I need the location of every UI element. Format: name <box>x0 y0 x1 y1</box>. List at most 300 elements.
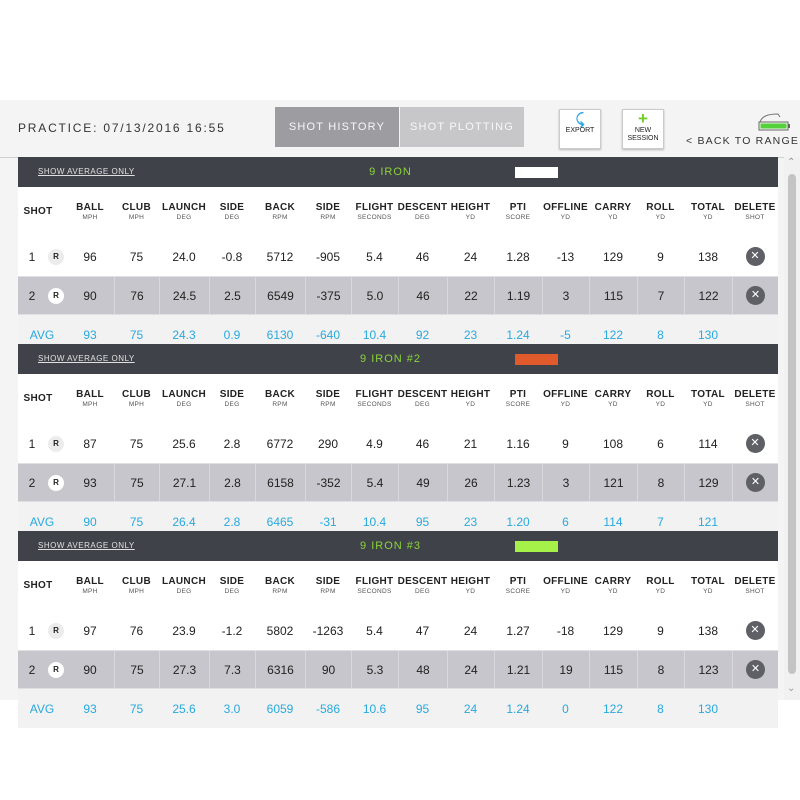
column-header <box>305 187 351 237</box>
shot-value: 1.28 <box>506 249 530 264</box>
average-label: AVG <box>29 327 55 342</box>
column-header-label: LAUNCH <box>161 201 207 213</box>
shot-value: 76 <box>114 277 159 314</box>
average-value: -5 <box>560 327 571 342</box>
column-header <box>18 187 58 237</box>
column-header-unit: DEG <box>176 400 192 408</box>
column-header-unit: SECONDS <box>357 587 392 595</box>
shot-value: 7.3 <box>209 651 255 688</box>
average-value: 10.4 <box>362 327 387 342</box>
shot-value: 46 <box>415 436 430 451</box>
column-header <box>18 561 58 611</box>
column-header <box>589 187 637 237</box>
scrollbar-thumb[interactable] <box>788 174 796 674</box>
delete-shot-cell <box>732 611 778 650</box>
practice-title: PRACTICE: 07/13/2016 16:55 <box>18 121 226 135</box>
column-header <box>447 187 494 237</box>
show-average-only-link[interactable]: SHOW AVERAGE ONLY <box>38 167 135 176</box>
show-average-only-link[interactable]: SHOW AVERAGE ONLY <box>38 354 135 363</box>
column-header-label: CARRY <box>594 388 632 400</box>
average-value: 1.20 <box>506 514 530 529</box>
column-header-label: ROLL <box>646 575 675 587</box>
column-header-label: LAUNCH <box>161 388 207 400</box>
shot-value: 93 <box>83 475 97 490</box>
column-header-unit: YD <box>560 587 571 595</box>
shot-value: 9 <box>657 249 664 264</box>
shot-value: 27.1 <box>159 464 209 501</box>
shot-value: 115 <box>589 277 637 314</box>
column-header-label: BACK <box>264 388 296 400</box>
column-header-label: DELETE <box>734 388 776 400</box>
shot-value: 23.9 <box>172 623 196 638</box>
back-to-range-link[interactable]: < BACK TO RANGE <box>686 135 800 147</box>
delete-shot-button[interactable]: ✕ <box>746 434 765 453</box>
new-session-button[interactable] <box>622 109 664 149</box>
shot-value: 5.4 <box>366 623 383 638</box>
column-header-label: DELETE <box>734 575 776 587</box>
shot-value: 129 <box>602 249 624 264</box>
shot-value: 49 <box>398 464 447 501</box>
average-value: 25.6 <box>172 701 196 716</box>
shot-value: 19 <box>542 651 589 688</box>
column-header <box>494 561 542 611</box>
shot-value: 6316 <box>255 651 305 688</box>
column-header-unit: SCORE <box>505 400 531 408</box>
shot-value: 24 <box>447 651 494 688</box>
average-value: 10.6 <box>362 701 387 716</box>
average-value: 121 <box>697 514 719 529</box>
shot-value: 5802 <box>266 623 294 638</box>
shot-value: 2.8 <box>223 436 241 451</box>
tab-shot-plotting[interactable]: SHOT PLOTTING <box>400 107 524 147</box>
club-section-bar <box>18 344 778 374</box>
column-header <box>66 561 114 611</box>
column-header-label: BACK <box>264 575 296 587</box>
golf-cart-battery-icon <box>756 113 792 131</box>
column-header-label: DELETE <box>734 201 776 213</box>
shot-value: 138 <box>697 623 719 638</box>
column-header <box>732 187 778 237</box>
shot-number: 1 <box>28 623 36 638</box>
column-header-label: CLUB <box>122 575 151 587</box>
average-value: 8 <box>657 327 664 342</box>
column-header-unit: YD <box>655 213 666 221</box>
export-label: EXPORT <box>565 127 595 134</box>
average-value: 130 <box>697 701 719 716</box>
shot-value: 1.27 <box>506 623 530 638</box>
average-value: 24 <box>463 701 478 716</box>
column-header-unit: YD <box>703 400 713 408</box>
club-color-swatch[interactable] <box>515 167 558 178</box>
shot-number: 2 <box>28 475 36 490</box>
shot-value: 129 <box>684 464 732 501</box>
shot-value: 6158 <box>255 464 305 501</box>
column-header-label: TOTAL <box>691 575 725 587</box>
scroll-up-icon[interactable]: ⌃ <box>787 157 796 168</box>
table-header-row <box>18 561 778 611</box>
column-header-unit: YD <box>465 213 476 221</box>
club-section <box>18 344 778 541</box>
column-header-label: BALL <box>76 575 104 587</box>
column-header <box>447 561 494 611</box>
average-value: 1.24 <box>506 327 530 342</box>
shot-row[interactable] <box>18 463 778 502</box>
column-header-label: PTI <box>509 201 527 213</box>
shot-number: 1 <box>28 249 36 264</box>
shot-value: 26 <box>447 464 494 501</box>
column-header <box>66 187 114 237</box>
shot-value: -375 <box>305 277 351 314</box>
average-value: 8 <box>657 701 664 716</box>
delete-shot-button[interactable]: ✕ <box>746 247 765 266</box>
column-header-unit: SHOT <box>745 213 765 221</box>
column-header <box>589 374 637 424</box>
shot-value: 97 <box>83 623 97 638</box>
scroll-down-icon[interactable]: ⌄ <box>787 683 796 694</box>
shot-number: 1 <box>28 436 36 451</box>
delete-shot-button[interactable]: ✕ <box>746 621 765 640</box>
column-header <box>542 561 589 611</box>
shot-value: -13 <box>556 249 575 264</box>
average-value: 93 <box>83 327 97 342</box>
shot-value: 24 <box>463 249 478 264</box>
average-value: -586 <box>315 701 341 716</box>
delete-shot-cell <box>732 651 778 688</box>
column-header <box>684 187 732 237</box>
column-header-unit: SHOT <box>745 587 765 595</box>
column-header-unit: MPH <box>82 213 98 221</box>
average-value: 0.9 <box>223 327 241 342</box>
club-color-swatch[interactable] <box>515 541 558 552</box>
column-header <box>398 561 447 611</box>
shot-value: 24 <box>463 623 478 638</box>
shot-value: 1.19 <box>494 277 542 314</box>
average-value: 7 <box>657 514 664 529</box>
shot-value: 121 <box>589 464 637 501</box>
shot-value: 114 <box>698 436 718 451</box>
column-header-label: OFFLINE <box>543 388 588 400</box>
average-value: 2.8 <box>223 514 241 529</box>
column-header-label: FLIGHT <box>355 388 394 400</box>
column-header-label: SIDE <box>315 201 341 213</box>
shot-value: 5.0 <box>351 277 398 314</box>
shot-value: -905 <box>315 249 341 264</box>
shot-value: -18 <box>556 623 575 638</box>
average-row <box>18 689 778 728</box>
column-header <box>494 374 542 424</box>
shot-value: 90 <box>83 288 97 303</box>
shot-value: 2.5 <box>209 277 255 314</box>
club-color-swatch[interactable] <box>515 354 558 365</box>
shot-value: 2.8 <box>209 464 255 501</box>
column-header-label: SIDE <box>219 201 245 213</box>
new-session-label-1: NEW <box>634 127 652 134</box>
column-header-label: SIDE <box>315 575 341 587</box>
column-header-unit: YD <box>465 587 476 595</box>
shot-value: 96 <box>83 249 97 264</box>
shot-value: -0.8 <box>221 249 243 264</box>
column-header-label: TOTAL <box>691 388 725 400</box>
shot-row[interactable] <box>18 424 778 463</box>
column-header-label: FLIGHT <box>355 201 394 213</box>
column-header-unit: DEG <box>415 213 430 221</box>
column-header-label: DESCENT <box>397 575 448 587</box>
shot-value: 108 <box>602 436 624 451</box>
new-session-label-2: SESSION <box>627 135 659 142</box>
shot-value: 1.16 <box>506 436 530 451</box>
column-header <box>542 187 589 237</box>
handedness-badge: R <box>48 288 64 304</box>
column-header <box>209 561 255 611</box>
column-header-unit: MPH <box>82 587 98 595</box>
column-header-unit: YD <box>560 400 571 408</box>
shot-value: 21 <box>463 436 478 451</box>
column-header <box>159 374 209 424</box>
column-header-label: BACK <box>264 201 296 213</box>
column-header-unit: YD <box>560 213 571 221</box>
average-value: 6059 <box>266 701 294 716</box>
shot-table-area <box>0 157 783 716</box>
average-value: 92 <box>415 327 430 342</box>
column-header <box>305 561 351 611</box>
column-header-label: HEIGHT <box>450 575 491 587</box>
average-value: 122 <box>602 701 624 716</box>
shot-value: 75 <box>129 249 144 264</box>
shot-value: 6 <box>657 436 664 451</box>
column-header-unit: YD <box>655 587 666 595</box>
delete-shot-cell <box>732 237 778 276</box>
average-value: 93 <box>83 701 97 716</box>
column-header-label: OFFLINE <box>543 201 588 213</box>
average-value: 23 <box>463 514 478 529</box>
column-header <box>209 374 255 424</box>
average-value: 95 <box>415 701 430 716</box>
column-header-unit: RPM <box>320 213 336 221</box>
average-value: 0 <box>562 701 569 716</box>
shot-value: 4.9 <box>366 436 383 451</box>
shot-value: 87 <box>83 436 97 451</box>
column-header <box>447 374 494 424</box>
column-header-unit: SCORE <box>505 587 531 595</box>
column-header <box>637 561 684 611</box>
column-header-label: BALL <box>76 201 104 213</box>
shot-value: 5712 <box>266 249 294 264</box>
shot-row[interactable] <box>18 237 778 276</box>
handedness-badge: R <box>48 436 64 452</box>
column-header <box>66 374 114 424</box>
export-button[interactable] <box>559 109 601 149</box>
column-header-unit: SECONDS <box>357 400 392 408</box>
shot-value: 46 <box>415 249 430 264</box>
delete-shot-cell <box>732 464 778 501</box>
shot-value: 48 <box>398 651 447 688</box>
plus-icon: + <box>638 109 648 128</box>
column-header-label: CLUB <box>122 388 151 400</box>
shot-value: 76 <box>129 623 144 638</box>
shot-row[interactable] <box>18 650 778 689</box>
column-header-label: FLIGHT <box>355 575 394 587</box>
column-header-label: PTI <box>509 388 527 400</box>
column-header-label: ROLL <box>646 388 675 400</box>
column-header-label: SHOT <box>23 580 53 591</box>
column-header-label: SIDE <box>315 388 341 400</box>
column-header <box>351 374 398 424</box>
column-header-label: SHOT <box>23 393 53 404</box>
column-header <box>684 561 732 611</box>
column-header-label: CARRY <box>594 575 632 587</box>
tab-shot-history[interactable]: SHOT HISTORY <box>275 107 399 147</box>
club-section <box>18 157 778 354</box>
club-name: 9 IRON <box>369 166 412 178</box>
column-header-unit: DEG <box>176 587 192 595</box>
average-value: 6465 <box>266 514 294 529</box>
column-header-unit: RPM <box>320 587 336 595</box>
column-header-label: SIDE <box>219 388 245 400</box>
column-header-unit: MPH <box>128 400 145 408</box>
column-header <box>114 561 159 611</box>
column-header-label: HEIGHT <box>450 388 491 400</box>
shot-number: 2 <box>28 662 36 677</box>
column-header <box>159 187 209 237</box>
column-header-label: OFFLINE <box>543 575 588 587</box>
shot-value: 290 <box>317 436 339 451</box>
column-header <box>542 374 589 424</box>
column-header <box>255 561 305 611</box>
shot-value: 115 <box>589 651 637 688</box>
shot-value: 7 <box>637 277 684 314</box>
column-header-unit: MPH <box>128 213 145 221</box>
column-header <box>114 187 159 237</box>
table-header-row <box>18 187 778 237</box>
handedness-badge: R <box>48 623 64 639</box>
shot-value: 9 <box>562 436 569 451</box>
column-header-unit: MPH <box>82 400 98 408</box>
shot-value: 1.23 <box>494 464 542 501</box>
column-header-unit: SHOT <box>745 400 765 408</box>
shot-value: 90 <box>83 662 97 677</box>
column-header-label: TOTAL <box>691 201 725 213</box>
shot-value: 9 <box>657 623 664 638</box>
column-header <box>159 561 209 611</box>
column-header <box>398 187 447 237</box>
column-header-unit: DEG <box>224 213 240 221</box>
scrollbar[interactable] <box>784 157 800 700</box>
shot-number: 2 <box>28 288 36 303</box>
shot-value: 8 <box>637 651 684 688</box>
average-value: 6 <box>562 514 569 529</box>
column-header <box>351 561 398 611</box>
shot-value: 90 <box>305 651 351 688</box>
average-value: 75 <box>129 327 144 342</box>
column-header-unit: YD <box>703 213 713 221</box>
column-header-unit: DEG <box>415 587 430 595</box>
column-header-unit: RPM <box>272 213 288 221</box>
delete-shot-button[interactable]: ✕ <box>746 473 765 492</box>
average-label: AVG <box>29 514 55 529</box>
column-header <box>732 374 778 424</box>
column-header <box>732 561 778 611</box>
shot-value: 8 <box>637 464 684 501</box>
delete-shot-button[interactable]: ✕ <box>746 660 765 679</box>
delete-shot-cell <box>732 424 778 463</box>
column-header <box>494 187 542 237</box>
shot-value: 122 <box>684 277 732 314</box>
column-header-label: SHOT <box>23 206 53 217</box>
average-value: 26.4 <box>172 514 196 529</box>
table-header-row <box>18 374 778 424</box>
shot-value: 1.21 <box>494 651 542 688</box>
shot-value: -352 <box>305 464 351 501</box>
shot-value: 22 <box>447 277 494 314</box>
column-header-label: BALL <box>76 388 104 400</box>
shot-value: 25.6 <box>172 436 196 451</box>
average-value: 75 <box>129 701 144 716</box>
column-header-label: SIDE <box>219 575 245 587</box>
average-value: 95 <box>415 514 430 529</box>
column-header-label: DESCENT <box>397 201 448 213</box>
column-header <box>255 374 305 424</box>
column-header-unit: SCORE <box>505 213 531 221</box>
show-average-only-link[interactable]: SHOW AVERAGE ONLY <box>38 541 135 550</box>
column-header-unit: YD <box>608 587 618 595</box>
shot-value: 3 <box>542 277 589 314</box>
average-value: 1.24 <box>506 701 530 716</box>
handedness-badge: R <box>48 475 64 491</box>
column-header-unit: YD <box>703 587 713 595</box>
column-header <box>305 374 351 424</box>
shot-value: 5.4 <box>351 464 398 501</box>
average-value: 75 <box>129 514 144 529</box>
average-value: -31 <box>319 514 337 529</box>
shot-value: 24.5 <box>159 277 209 314</box>
column-header-unit: YD <box>465 400 476 408</box>
average-value: 90 <box>83 514 97 529</box>
shot-value: 6549 <box>255 277 305 314</box>
delete-shot-button[interactable]: ✕ <box>746 286 765 305</box>
column-header-unit: DEG <box>224 400 240 408</box>
shot-value: 123 <box>684 651 732 688</box>
column-header-label: LAUNCH <box>161 575 207 587</box>
average-value: 122 <box>602 327 624 342</box>
shot-row[interactable] <box>18 276 778 315</box>
column-header <box>209 187 255 237</box>
shot-value: 129 <box>602 623 624 638</box>
column-header-label: CARRY <box>594 201 632 213</box>
average-value: -640 <box>315 327 341 342</box>
shot-value: 6772 <box>266 436 294 451</box>
average-label: AVG <box>29 701 55 716</box>
average-value: 114 <box>603 514 623 529</box>
column-header-unit: YD <box>608 400 618 408</box>
club-section <box>18 531 778 728</box>
shot-value: 5.3 <box>351 651 398 688</box>
shot-value: 138 <box>697 249 719 264</box>
handedness-badge: R <box>48 249 64 265</box>
column-header-unit: SECONDS <box>357 213 392 221</box>
shot-value: 46 <box>398 277 447 314</box>
average-value: 10.4 <box>362 514 387 529</box>
column-header <box>637 187 684 237</box>
shot-value: 75 <box>114 464 159 501</box>
column-header <box>255 187 305 237</box>
column-header-unit: YD <box>655 400 666 408</box>
column-header-label: DESCENT <box>397 388 448 400</box>
header-bar <box>0 100 800 158</box>
column-header-unit: DEG <box>176 213 192 221</box>
shot-value: 3 <box>542 464 589 501</box>
shot-row[interactable] <box>18 611 778 650</box>
column-header <box>18 374 58 424</box>
